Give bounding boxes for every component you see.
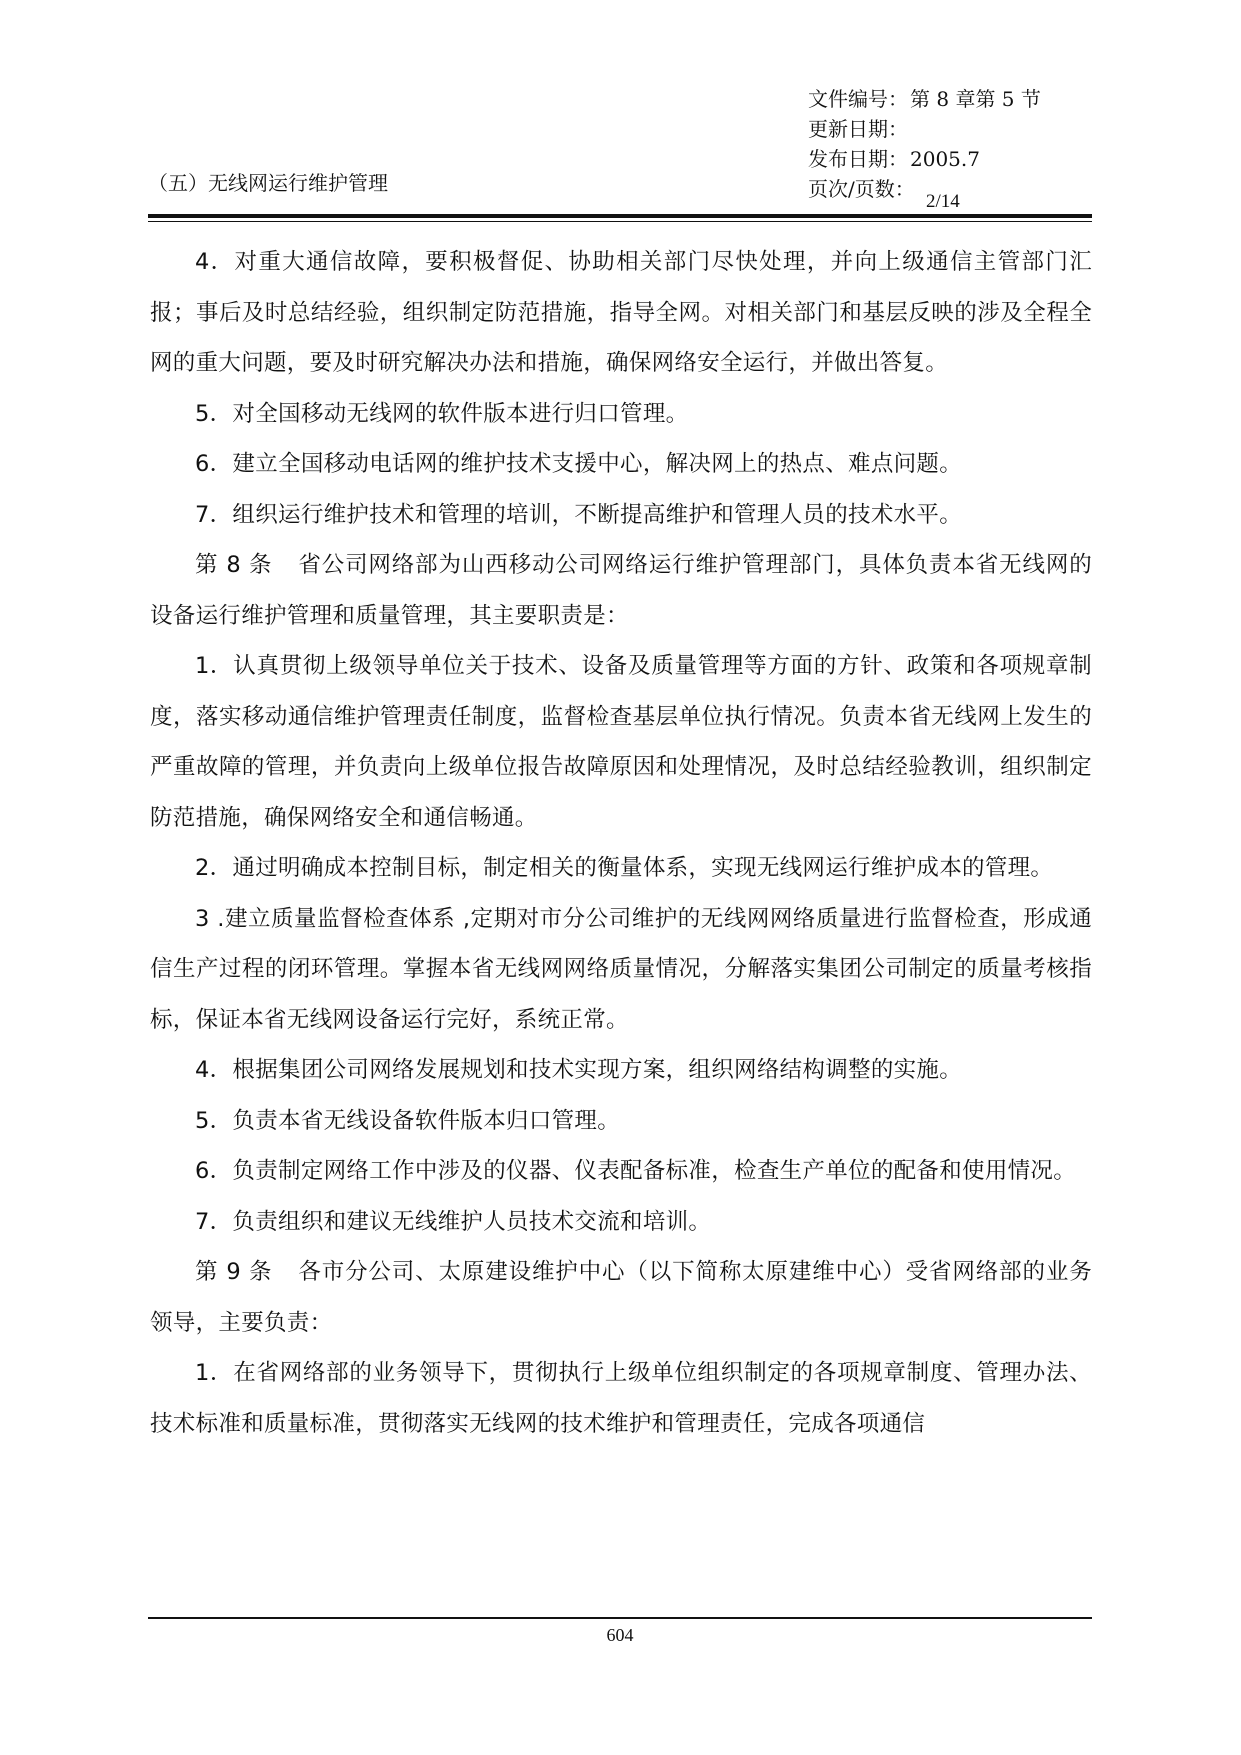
paragraph-text: 4．对重大通信故障，要积极督促、协助相关部门尽快处理，并向上级通信主管部门汇报；事后及时总结经验，组织制定防范措施，指导全网。对相关部门和基层反映的涉及全程全网的重大问题，要及时研究解决办法和措施，确保网络安全运行，并做出答复。 xyxy=(150,249,1092,376)
publish-date-label: 发布日期： xyxy=(808,147,908,171)
update-date-line xyxy=(808,114,910,144)
section-title: （五）无线网运行维护管理 xyxy=(148,171,388,195)
paragraph-text: 4．根据集团公司网络发展规划和技术实现方案，组织网络结构调整的实施。 xyxy=(195,1057,963,1083)
paragraph xyxy=(150,641,1092,843)
page-count-value: 2/14 xyxy=(926,191,960,212)
header-rule-thin xyxy=(148,221,1092,222)
paragraph-text: 各市分公司、太原建设维护中心（以下简称太原建维中心）受省网络部的业务领导，主要负责： xyxy=(150,1259,1092,1336)
paragraph xyxy=(150,1348,1092,1449)
paragraph-text: 6．负责制定网络工作中涉及的仪器、仪表配备标准，检查生产单位的配备和使用情况。 xyxy=(195,1158,1077,1184)
document-body xyxy=(150,237,1092,1449)
paragraph-text: 1．认真贯彻上级领导单位关于技术、设备及质量管理等方面的方针、政策和各项规章制度，落实移动通信维护管理责任制度，监督检查基层单位执行情况。负责本省无线网上发生的严重故障的管理，并负责向上级单位报告故障原因和处理情况，及时总结经验教训，组织制定防范措施，确保网络安全和通信畅通。 xyxy=(150,653,1092,831)
paragraph-text: 6．建立全国移动电话网的维护技术支援中心，解决网上的热点、难点问题。 xyxy=(195,451,963,477)
paragraph xyxy=(150,439,1092,490)
article-number: 第 9 条 xyxy=(195,1259,273,1285)
paragraph-text: 1．在省网络部的业务领导下，贯彻执行上级单位组织制定的各项规章制度、管理办法、技术标准和质量标准，贯彻落实无线网的技术维护和管理责任，完成各项通信 xyxy=(150,1360,1092,1437)
article-number: 第 8 条 xyxy=(195,552,273,578)
paragraph xyxy=(150,389,1092,440)
paragraph xyxy=(150,237,1092,389)
paragraph xyxy=(150,843,1092,894)
paragraph-text: 3 .建立质量监督检查体系 ,定期对市分公司维护的无线网网络质量进行监督检查，形成通信生产过程的闭环管理。掌握本省无线网网络质量情况，分解落实集团公司制定的质量考核指标，保证本省无线网设备运行完好，系统正常。 xyxy=(150,905,1092,1033)
update-date-label: 更新日期： xyxy=(808,117,908,141)
paragraph-text: 2．通过明确成本控制目标，制定相关的衡量体系，实现无线网运行维护成本的管理。 xyxy=(195,855,1054,881)
page-number: 604 xyxy=(606,1625,634,1645)
paragraph xyxy=(150,490,1092,541)
paragraph-text: 5．对全国移动无线网的软件版本进行归口管理。 xyxy=(195,400,689,427)
paragraph-text: 7．组织运行维护技术和管理的培训，不断提高维护和管理人员的技术水平。 xyxy=(195,501,963,528)
header-rule-thick xyxy=(148,214,1092,218)
publish-date-line xyxy=(808,144,980,174)
document-number-value: 第 8 章第 5 节 xyxy=(910,87,1041,111)
paragraph xyxy=(150,1197,1092,1248)
paragraph-text: 省公司网络部为山西移动公司网络运行维护管理部门，具体负责本省无线网的设备运行维护管理和质量管理，其主要职责是： xyxy=(150,552,1092,629)
paragraph-text: 5．负责本省无线设备软件版本归口管理。 xyxy=(195,1107,621,1134)
paragraph xyxy=(150,540,1092,641)
paragraph xyxy=(150,894,1092,1046)
page-count-label: 页次/页数： xyxy=(808,177,915,201)
paragraph xyxy=(150,1096,1092,1147)
document-number-label: 文件编号： xyxy=(808,87,908,111)
footer-rule xyxy=(148,1617,1092,1619)
document-number-line xyxy=(808,84,1041,114)
paragraph-text: 7．负责组织和建议无线维护人员技术交流和培训。 xyxy=(195,1208,712,1235)
publish-date-value: 2005.7 xyxy=(910,147,980,171)
paragraph xyxy=(150,1146,1092,1197)
paragraph xyxy=(150,1247,1092,1348)
page-count-line xyxy=(808,174,915,204)
paragraph xyxy=(150,1045,1092,1096)
